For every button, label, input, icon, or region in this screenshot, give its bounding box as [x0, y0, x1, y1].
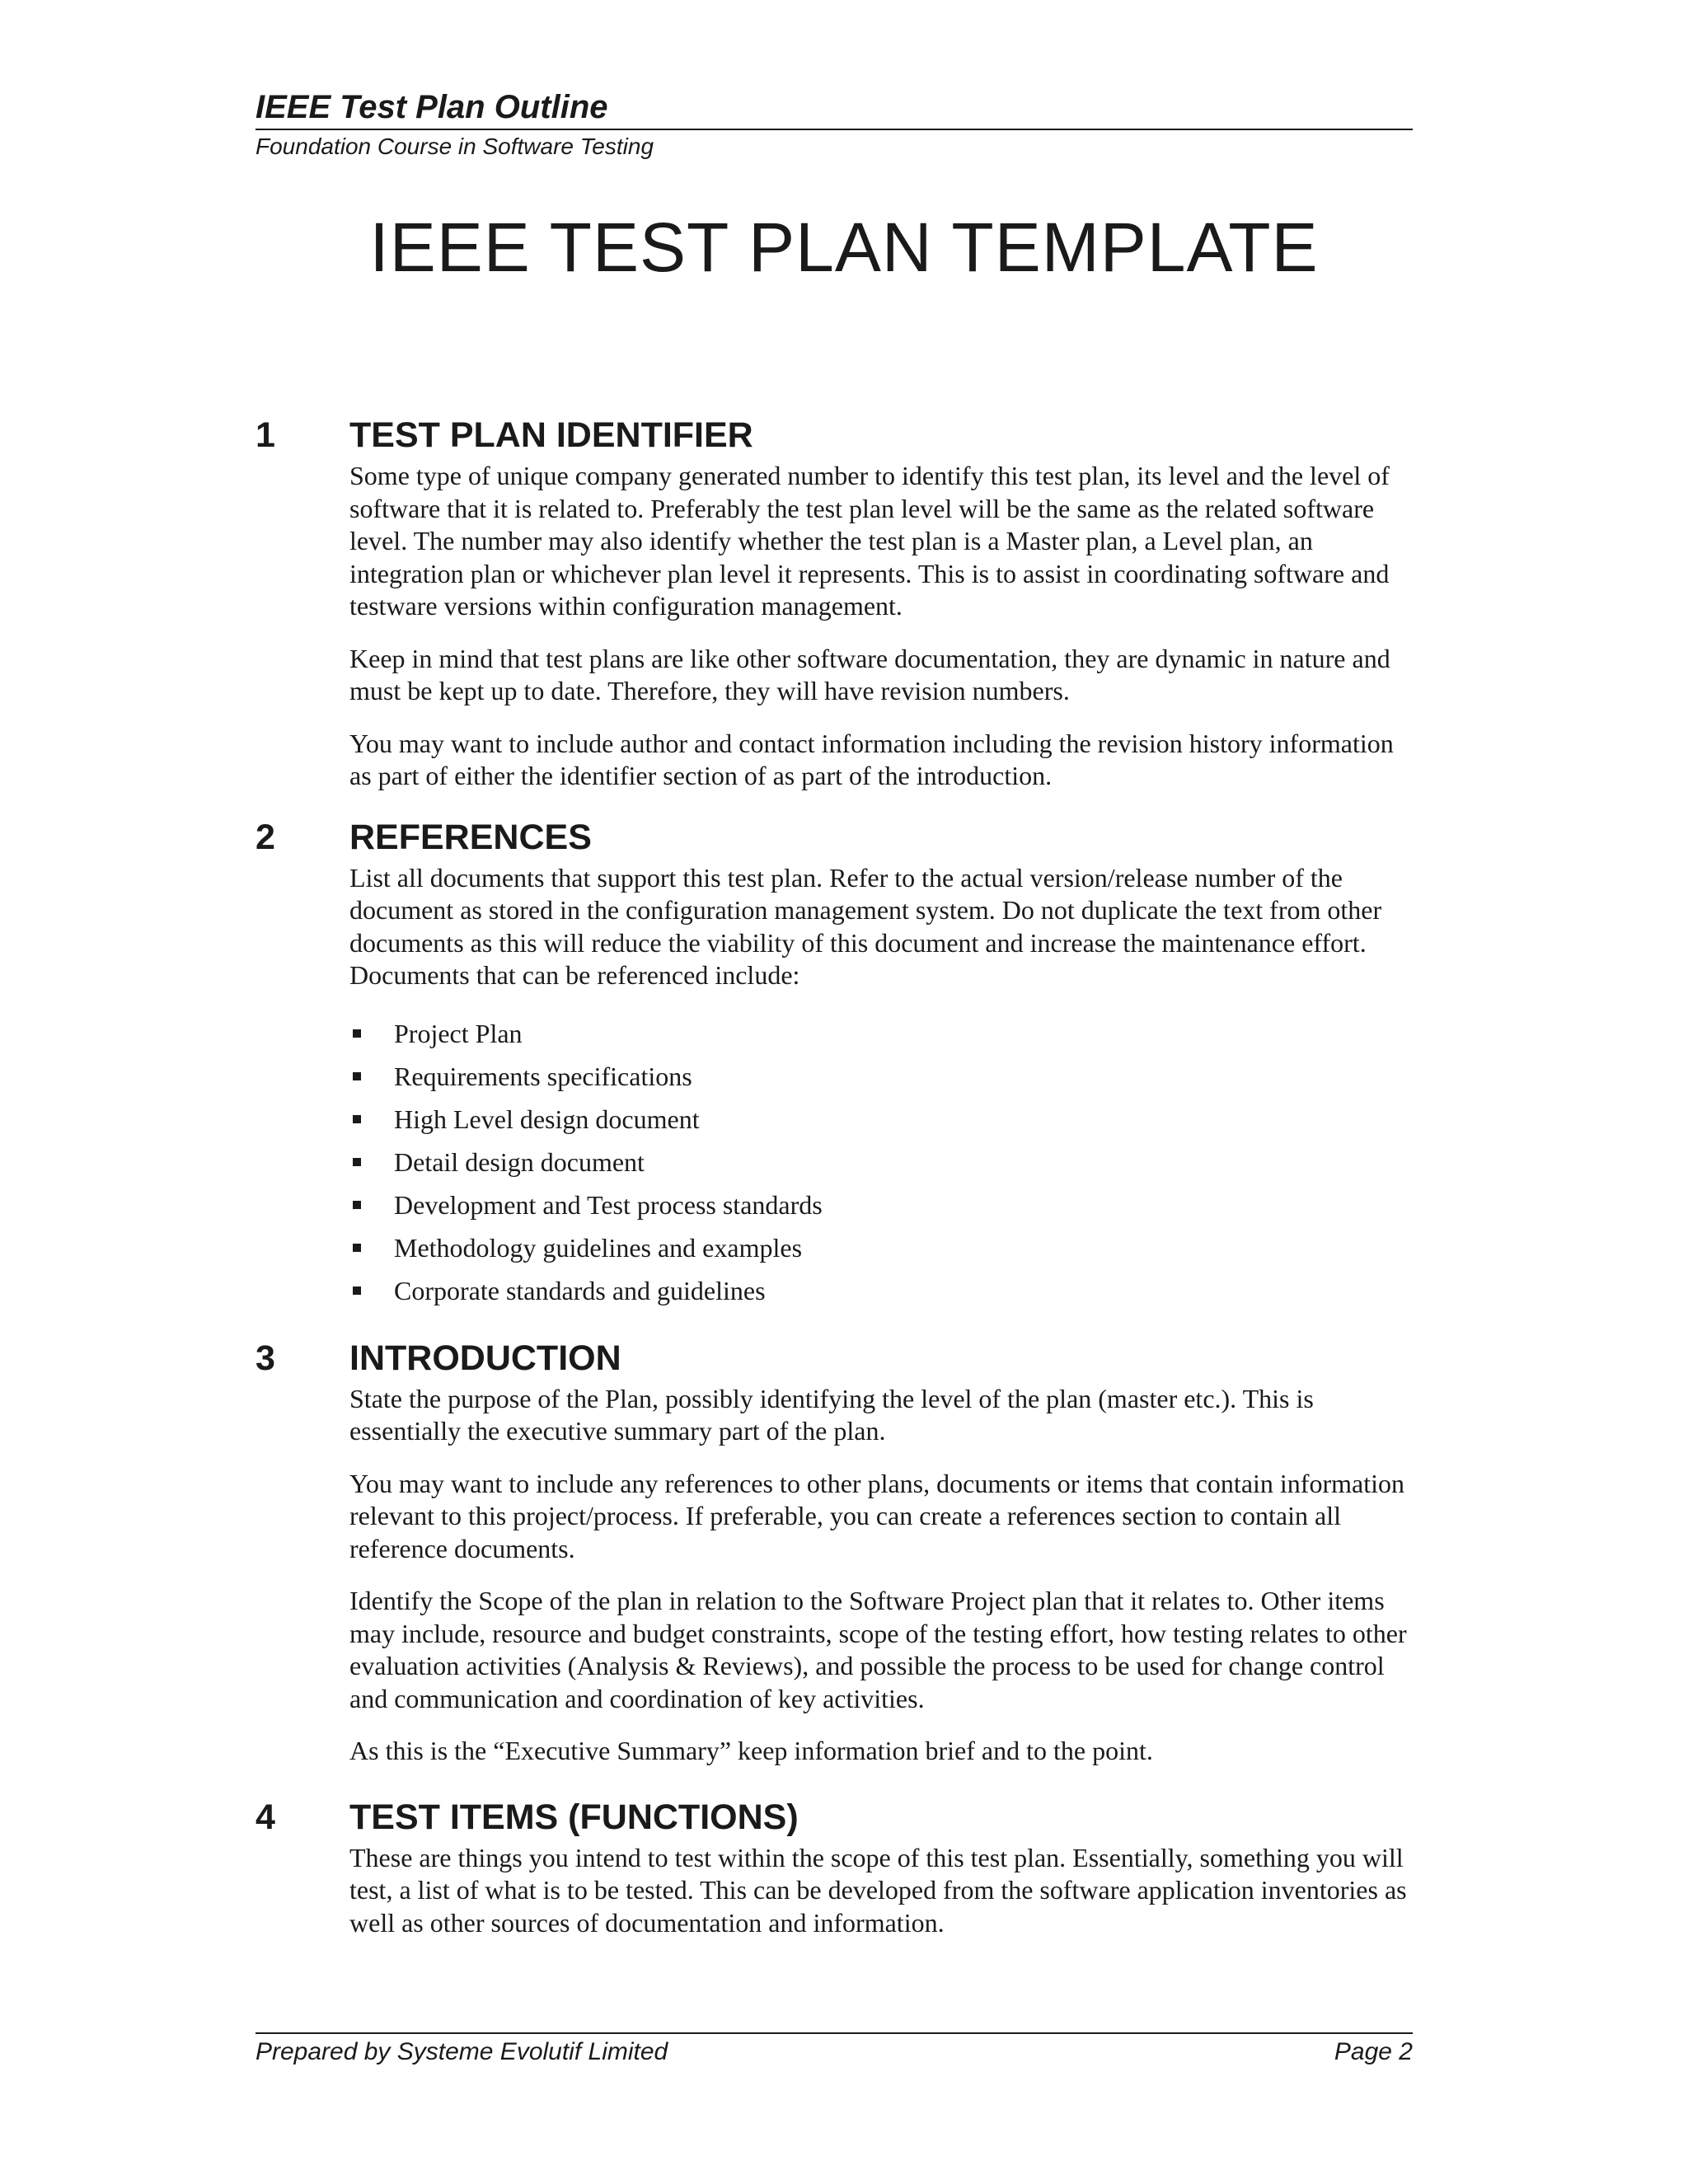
section-title: REFERENCES — [349, 817, 592, 857]
section-title: INTRODUCTION — [349, 1338, 621, 1378]
header-title: IEEE Test Plan Outline — [256, 89, 608, 125]
list-item-text: Corporate standards and guidelines — [394, 1275, 766, 1305]
section-number: 2 — [256, 817, 275, 857]
section-title: TEST PLAN IDENTIFIER — [349, 415, 753, 455]
running-footer — [256, 2032, 1413, 2070]
footer-row — [256, 2034, 1413, 2070]
square-bullet-icon — [353, 1244, 361, 1252]
section-number: 4 — [256, 1797, 275, 1837]
section-number: 1 — [256, 415, 275, 455]
paragraph: Some type of unique company generated number to identify this test plan, its level and the level of software that it is related to. Preferably the test plan level will be the same as the related software level. The number may also identify whether the test plan is a Master plan, a Level plan, an integration plan or whichever plan level it represents. This is to assist in coordinating software and testware versions within configuration management. — [349, 461, 1390, 621]
square-bullet-icon — [353, 1115, 361, 1123]
list-item-text: Project Plan — [394, 1018, 523, 1048]
paragraph: You may want to include any references to other plans, documents or items that contain information relevant to this project/process. If preferable, you can create a references section to contain all reference documents. — [349, 1468, 1404, 1563]
header-subtitle: Foundation Course in Software Testing — [256, 134, 654, 159]
list-item-text: Development and Test process standards — [394, 1189, 823, 1220]
square-bullet-icon — [353, 1158, 361, 1166]
paragraph: State the purpose of the Plan, possibly identifying the level of the plan (master etc.). This is essentially the executive summary part of the plan. — [349, 1383, 1314, 1446]
list-item — [349, 1012, 1413, 1055]
document-title — [0, 202, 1688, 293]
section-title: TEST ITEMS (FUNCTIONS) — [349, 1797, 799, 1837]
list-item — [349, 1269, 1413, 1312]
list-item — [349, 1098, 1413, 1141]
list-item-text: Detail design document — [394, 1146, 645, 1177]
square-bullet-icon — [353, 1286, 361, 1295]
footer-prepared-by: Prepared by Systeme Evolutif Limited — [256, 2038, 668, 2065]
section-number: 3 — [256, 1338, 275, 1378]
section-heading — [256, 813, 1413, 862]
section-introduction — [256, 1333, 1413, 1768]
paragraph: You may want to include author and contact information including the revision history information as part of either the identifier section of as part of the introduction. — [349, 728, 1394, 790]
paragraph: Identify the Scope of the plan in relation to the Software Project plan that it relates to. Other items may include, resource and budget constraints, scope of the testing effort, how testing relates to other evaluation activities (Analysis & Reviews), and possible the process to be used for change control and communication and coordination of key activities. — [349, 1586, 1407, 1713]
square-bullet-icon — [353, 1201, 361, 1209]
page-number: Page 2 — [1334, 2038, 1413, 2065]
list-item — [349, 1183, 1413, 1226]
document-title-text: IEEE TEST PLAN TEMPLATE — [369, 209, 1319, 286]
reference-list — [349, 1012, 1413, 1312]
list-item-text: Methodology guidelines and examples — [394, 1232, 803, 1263]
section-test-plan-identifier — [256, 410, 1413, 793]
document-body — [256, 404, 1413, 1959]
section-heading — [256, 410, 1413, 460]
section-references — [256, 813, 1413, 1312]
section-heading — [256, 1793, 1413, 1842]
running-header — [256, 86, 1413, 163]
list-item — [349, 1226, 1413, 1269]
paragraph: As this is the “Executive Summary” keep information brief and to the point. — [349, 1736, 1153, 1765]
paragraph: Keep in mind that test plans are like other software documentation, they are dynamic in nature and must be kept up to date. Therefore, they will have revision numbers. — [349, 643, 1390, 705]
list-item — [349, 1055, 1413, 1098]
section-heading — [256, 1333, 1413, 1383]
section-test-items — [256, 1793, 1413, 1940]
square-bullet-icon — [353, 1072, 361, 1080]
list-item — [349, 1141, 1413, 1183]
list-item-text: High Level design document — [394, 1104, 700, 1134]
paragraph: These are things you intend to test within the scope of this test plan. Essentially, something you will test, a list of what is to be tested. This can be developed from the software application inventories as well as other sources of documentation and information. — [349, 1842, 1407, 1938]
list-item-text: Requirements specifications — [394, 1061, 692, 1091]
paragraph: List all documents that support this test plan. Refer to the actual version/release number of the document as stored in the configuration management system. Do not duplicate the text from other documents as this will reduce the viability of this document and increase the maintenance effort. Documents that can be referenced include: — [349, 862, 1382, 990]
square-bullet-icon — [353, 1029, 361, 1038]
